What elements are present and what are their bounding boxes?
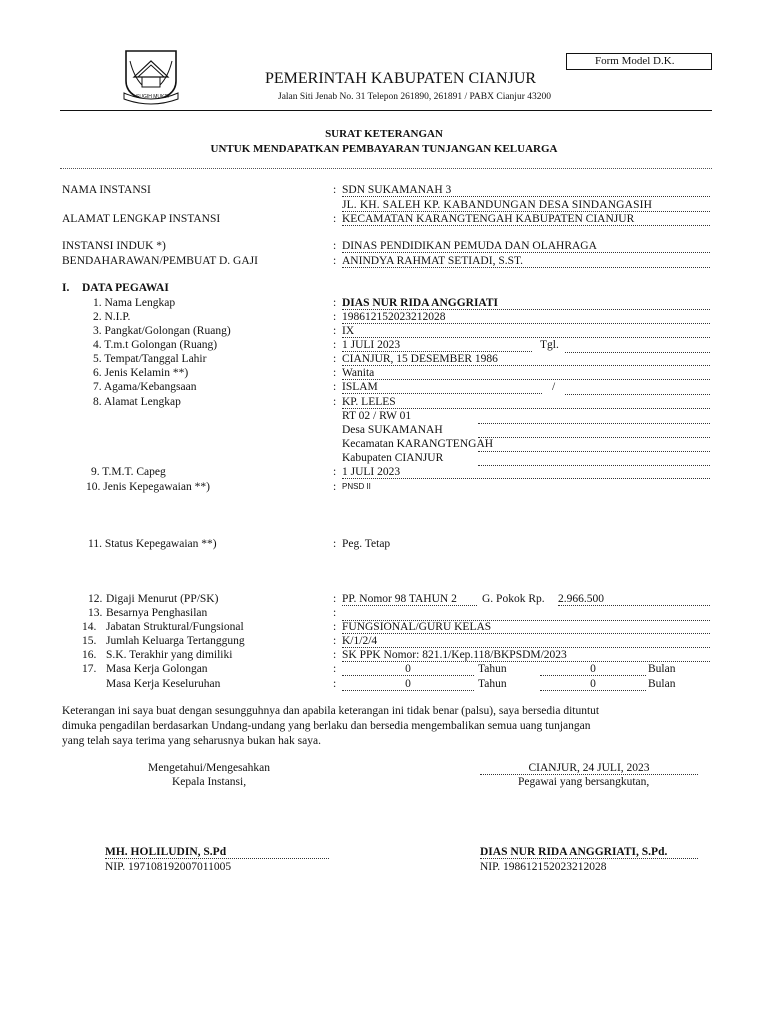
sk-value: SK PPK Nomor: 821.1/Kep.118/BKPSDM/2023 (342, 649, 710, 662)
mkg-bulan-value: 0 (540, 663, 646, 676)
digaji-label: Digaji Menurut (PP/SK) (106, 593, 219, 605)
section-title: DATA PEGAWAI (82, 282, 169, 294)
colon: : (333, 649, 337, 661)
statement-line-2: dimuka pengadilan berdasarkan Undang-undang yang berlaku dan bersedia mengembalikan semua uang tunjangan (62, 720, 591, 732)
tmt-golongan-label: 4. T.m.t Golongan (Ruang) (93, 339, 218, 351)
ttl-label: 5. Tempat/Tanggal Lahir (93, 353, 207, 365)
title-divider (60, 168, 712, 169)
alamat-line-4: Kecamatan KARANGTENGAH (342, 438, 494, 450)
digaji-number: 12. (88, 593, 103, 605)
tgl-label: Tgl. (540, 339, 559, 351)
jenis-kepegawaian-value: PNSD II (342, 482, 371, 491)
colon: : (333, 538, 337, 550)
colon: : (333, 621, 337, 633)
mkk-tahun-label: Tahun (478, 678, 507, 690)
alamat-blank-5 (478, 452, 710, 466)
mkg-tahun-label: Tahun (478, 663, 507, 675)
jenis-kepegawaian-label: 10. Jenis Kepegawaian **) (86, 481, 210, 493)
colon: : (333, 593, 337, 605)
digaji-value: PP. Nomor 98 TAHUN 2 (342, 593, 477, 606)
keluarga-number: 15. (82, 635, 97, 647)
logo-motto: SUGIH MUKTI (136, 94, 169, 100)
instansi-name-label: NAMA INSTANSI (62, 184, 151, 196)
bendahara-label: BENDAHARAWAN/PEMBUAT D. GAJI (62, 255, 258, 267)
mkg-bulan-label: Bulan (648, 663, 676, 675)
colon: : (333, 255, 337, 267)
pangkat-label: 3. Pangkat/Golongan (Ruang) (93, 325, 231, 337)
tgl-blank (565, 339, 710, 353)
statement-line-1: Keterangan ini saya buat dengan sesungguhnya dan apabila keterangan ini tidak benar (palsu), saya bersedia dituntut (62, 705, 600, 717)
employee-nip: NIP. 198612152023212028 (480, 861, 607, 873)
jabatan-label: Jabatan Struktural/Fungsional (106, 621, 244, 633)
colon: : (333, 678, 337, 690)
jabatan-value: FUNGSIONAL/GURU KELAS (342, 621, 710, 634)
mkk-bulan-value: 0 (540, 678, 646, 691)
keluarga-value: K/1/2/4 (342, 635, 710, 648)
colon: : (333, 607, 337, 619)
nama-label: 1. Nama Lengkap (93, 297, 176, 309)
mkg-tahun-value: 0 (342, 663, 474, 676)
colon: : (333, 311, 337, 323)
government-address: Jalan Siti Jenab No. 31 Telepon 261890, 261891 / PABX Cianjur 43200 (278, 92, 551, 102)
head-of-institution-label: Kepala Instansi, (172, 776, 247, 788)
instansi-address-label: ALAMAT LENGKAP INSTANSI (62, 213, 221, 225)
pokok-label: G. Pokok Rp. (482, 593, 545, 605)
agama-label: 7. Agama/Kebangsaan (93, 381, 197, 393)
section-number: I. (62, 282, 70, 294)
colon: : (333, 466, 337, 478)
alamat-line-3: Desa SUKAMANAH (342, 424, 443, 436)
ttl-value: CIANJUR, 15 DESEMBER 1986 (342, 353, 710, 366)
kebangsaan-blank (565, 381, 710, 395)
capeg-label: 9. T.M.T. Capeg (91, 466, 166, 478)
colon: : (333, 367, 337, 379)
capeg-value: 1 JULI 2023 (342, 466, 710, 479)
head-name: MH. HOLILUDIN, S.Pd (105, 846, 329, 859)
form-model-label: Form Model D.K. (595, 55, 675, 67)
colon: : (333, 297, 337, 309)
mkg-label: Masa Kerja Golongan (106, 663, 208, 675)
form-model-box (566, 53, 712, 70)
instansi-induk-value: DINAS PENDIDIKAN PEMUDA DAN OLAHRAGA (342, 240, 710, 253)
colon: : (333, 663, 337, 675)
sk-number: 16. (82, 649, 97, 661)
instansi-address-value-1: JL. KH. SALEH KP. KABANDUNGAN DESA SINDANGASIH (342, 199, 710, 212)
employee-name: DIAS NUR RIDA ANGGRIATI, S.Pd. (480, 846, 698, 859)
alamat-blank-2 (478, 410, 710, 424)
tmt-golongan-value: 1 JULI 2023 (342, 339, 532, 352)
nama-value: DIAS NUR RIDA ANGGRIATI (342, 297, 710, 310)
colon: : (333, 396, 337, 408)
header-divider (60, 110, 712, 111)
bendahara-value: ANINDYA RAHMAT SETIADI, S.ST. (342, 255, 710, 268)
nip-value: 198612152023212028 (342, 311, 710, 324)
colon: : (333, 353, 337, 365)
colon: : (333, 339, 337, 351)
sk-label: S.K. Terakhir yang dimiliki (106, 649, 233, 661)
agama-separator: / (552, 381, 556, 393)
colon: : (333, 325, 337, 337)
alamat-blank-4 (478, 438, 710, 452)
statement-line-3: yang telah saya terima yang seharusnya bukan hak saya. (62, 735, 321, 747)
penghasilan-label: Besarnya Penghasilan (106, 607, 208, 619)
alamat-line-1: KP. LELES (342, 396, 710, 409)
colon: : (333, 184, 337, 196)
alamat-line-5: Kabupaten CIANJUR (342, 452, 444, 464)
keluarga-label: Jumlah Keluarga Tertanggung (106, 635, 245, 647)
instansi-address-value-2: KECAMATAN KARANGTENGAH KABUPATEN CIANJUR (342, 213, 710, 226)
pangkat-value: IX (342, 325, 710, 338)
colon: : (333, 381, 337, 393)
regency-logo (120, 47, 182, 107)
document-title-1: SURAT KETERANGAN (325, 128, 443, 140)
mkk-label: Masa Kerja Keseluruhan (106, 678, 221, 690)
jenis-kelamin-label: 6. Jenis Kelamin **) (93, 367, 189, 379)
colon: : (333, 481, 337, 493)
alamat-line-2: RT 02 / RW 01 (342, 410, 412, 422)
colon: : (333, 213, 337, 225)
jabatan-number: 14. (82, 621, 97, 633)
capeg-label-text (91, 466, 166, 478)
instansi-name-value: SDN SUKAMANAH 3 (342, 184, 710, 197)
pokok-value: 2.966.500 (558, 593, 710, 606)
approval-label: Mengetahui/Mengesahkan (148, 762, 270, 774)
instansi-induk-label: INSTANSI INDUK *) (62, 240, 166, 252)
nip-label: 2. N.I.P. (93, 311, 131, 323)
alamat-label: 8. Alamat Lengkap (93, 396, 181, 408)
status-kepegawaian-label: 11. Status Kepegawaian **) (88, 538, 217, 550)
mkg-number: 17. (82, 663, 97, 675)
jenis-kelamin-value: Wanita (342, 367, 710, 380)
mkk-tahun-value: 0 (342, 678, 474, 691)
alamat-blank-3 (478, 424, 710, 438)
penghasilan-number: 13. (88, 607, 103, 619)
penghasilan-blank (342, 607, 710, 621)
colon: : (333, 240, 337, 252)
government-title: PEMERINTAH KABUPATEN CIANJUR (265, 70, 537, 87)
status-kepegawaian-value: Peg. Tetap (342, 538, 391, 550)
colon: : (333, 635, 337, 647)
document-title-2: UNTUK MENDAPATKAN PEMBAYARAN TUNJANGAN KELUARGA (210, 143, 558, 155)
signing-date: CIANJUR, 24 JULI, 2023 (480, 762, 698, 775)
agama-value: ISLAM (342, 381, 542, 394)
head-nip: NIP. 197108192007011005 (105, 861, 232, 873)
mkk-bulan-label: Bulan (648, 678, 676, 690)
employee-label: Pegawai yang bersangkutan, (518, 776, 650, 788)
